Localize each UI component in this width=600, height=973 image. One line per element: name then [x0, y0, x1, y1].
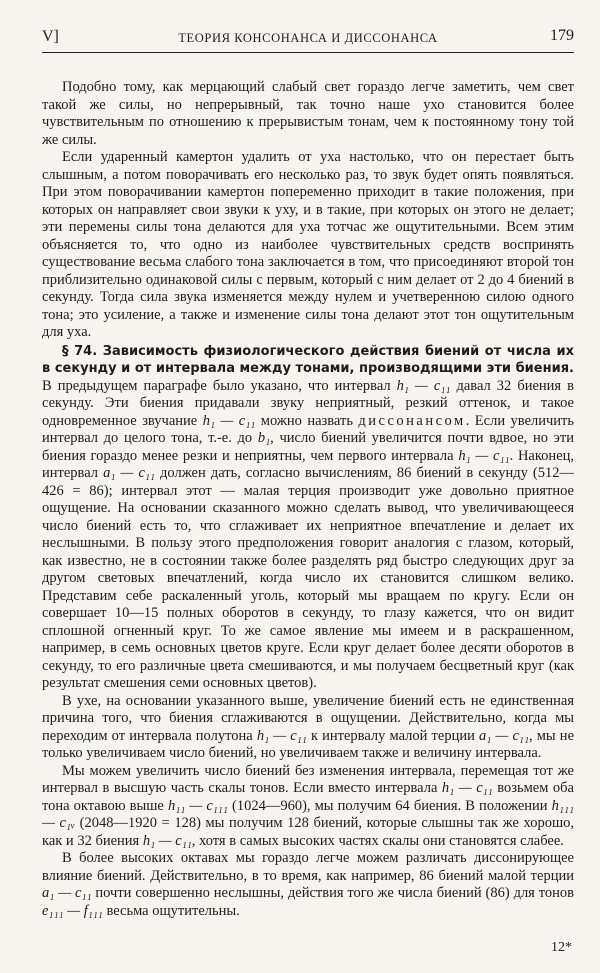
header-rule — [42, 52, 574, 53]
paragraph-6: В более высоких октавах мы гораздо легче можем различать диссонирующее влияние биений. Действительно, в то время, как например, 86 биений малой терции a₁ — c₁₁ почти совершенно неслышны, действия того же числа биений (86) для тонов e₁₁₁ — f₁₁₁ весьма ощутительны. — [42, 850, 574, 919]
signature-mark: 12* — [551, 940, 572, 955]
paragraph-2: Если ударенный камертон удалить от уха настолько, что он перестает быть слышным, а потом поворачивать его несколько раз, то звук будет опять появляться. При этом поворачивании камертон попеременно приходит в такие положения, при которых он направляет свои звуки к уху, и в такие, при которых он этого не делает; эти перемены силы тона делаются для уха тотчас же ощутительными. Всем этим объясняется то, что одно из наиболее чувствительных средств воспринять существование весьма слабого тона заключается в том, что присоединяют второй тон приблизительно одинаковой силы с первым, который с ним делает от 2 до 4 биений в секунду. Тогда сила звука изменяется между нулем и учетверенною силою одного тона; это усиление, а также и изменение силы тона делают этот тон ощутительным для уха. — [42, 149, 574, 340]
running-header — [42, 22, 574, 50]
body-text — [42, 79, 574, 920]
paragraph-4: В ухе, на основании указанного выше, увеличение биений есть не единственная причина того, что биения сглаживаются в ощущении. Действительно, когда мы переходим от интервала полутона h₁ — c₁₁ к интервалу малой терции a₁ — c₁₁, мы не только увеличиваем число биений, но увеличиваем также и величину интервала. — [42, 692, 575, 761]
running-title: ТЕОРИЯ КОНСОНАНСА И ДИССОНАНСА — [178, 31, 438, 45]
interval-notation: h₁₁ — c₁₁₁ — [167, 797, 228, 814]
interval-notation: h₁ — c₁₁ — [256, 727, 307, 744]
interval-notation: a₁ — c₁₁ — [42, 885, 92, 901]
interval-notation: h₁₁₁ — c₁ᵥ — [42, 797, 575, 831]
emphasized-term: диссонансом — [358, 412, 466, 429]
section-heading: § 74. Зависимость физиологического действия биений от числа их в секунду и от интервала между тонами, производящими эти биения. — [42, 343, 574, 376]
interval-notation: a₁ — c₁₁ — [479, 727, 529, 744]
interval-notation: h₁ — c₁₁ — [458, 447, 510, 464]
interval-notation: h₁ — c₁₁ — [202, 412, 256, 429]
interval-notation: e₁₁₁ — f₁₁₁ — [42, 902, 103, 919]
interval-notation: h₁ — c₁₁ — [396, 377, 451, 394]
interval-notation: a₁ — c₁₁ — [103, 465, 155, 481]
interval-notation: h₁ — c₁₁ — [441, 780, 493, 796]
chapter-mark: V] — [42, 28, 59, 45]
page-number: 179 — [550, 27, 574, 44]
section-74-paragraph: § 74. Зависимость физиологического действия биений от числа их в секунду и от интервала между тонами, производящими эти биения. В предыдущем параграфе было указано, что интервал h₁ — c₁₁ давал 32 биения в секунду. Эти биения придавали звуку неприятный, резкий оттенок, и такое одновременное звучание h₁ — c₁₁ можно назвать диссонансом. Если увеличить интервал до целого тона, т.-е. до b₁, число биений увеличится почти вдвое, но эти биения гораздо менее резки и неприятны, чем первого интервала h₁ — c₁₁. Наконец, интервал a₁ — c₁₁ должен дать, согласно вычислениям, 86 биений в секунду (512—426 = 86); интервал этот — малая терция производит уже довольно приятное ощущение. На основании сказанного можно сделать вывод, что увеличивающееся число биений есть то, что сглаживает их неприятное впечатление и делает их неслышными. В пользу этого предположения говорит аналогия с глазом, который, как известно, не в состоянии также более разделять ряд быстро следующих друг за другом световых впечатлений, когда число их становится слишком велико. Представим себе раскаленный уголь, который мы вращаем по кругу. Если он совершает 10—15 полных оборотов в секунду, то глазу кажется, что он видит сплошной огненный круг. То же самое явление мы имеем и в раскрашенном, например, в семь основных цветов круге. Если круг делает более десяти оборотов в секунду, то его различные цвета смешиваются, и мы получаем бесцветный круг (как результат смешения семи основных цветов). — [42, 343, 575, 691]
interval-notation: b₁ — [257, 430, 271, 446]
paragraph-1: Подобно тому, как мерцающий слабый свет гораздо легче заметить, чем свет такой же силы, но непрерывный, так точно наше ухо становится более чувствительным по отношению к прерывистым тонам, чем к постоянному тону той же силы. — [42, 79, 574, 148]
paragraph-5: Мы можем увеличить число биений без изменения интервала, перемещая тот же интервал в высшую часть скалы тонов. Если вместо интервала h₁ — c₁₁ возьмем оба тона октавою выше h₁₁ — c₁₁₁ (1024—960), мы получим 64 биения. В положении h₁₁₁ — c₁ᵥ (2048—1920 = 128) мы получим 128 биений, которые слышны так же хорошо, как и 32 биения h₁ — c₁₁, хотя в самых высоких частях скалы они становятся слабее. — [42, 762, 575, 849]
interval-notation: h₁ — c₁₁ — [142, 832, 192, 849]
